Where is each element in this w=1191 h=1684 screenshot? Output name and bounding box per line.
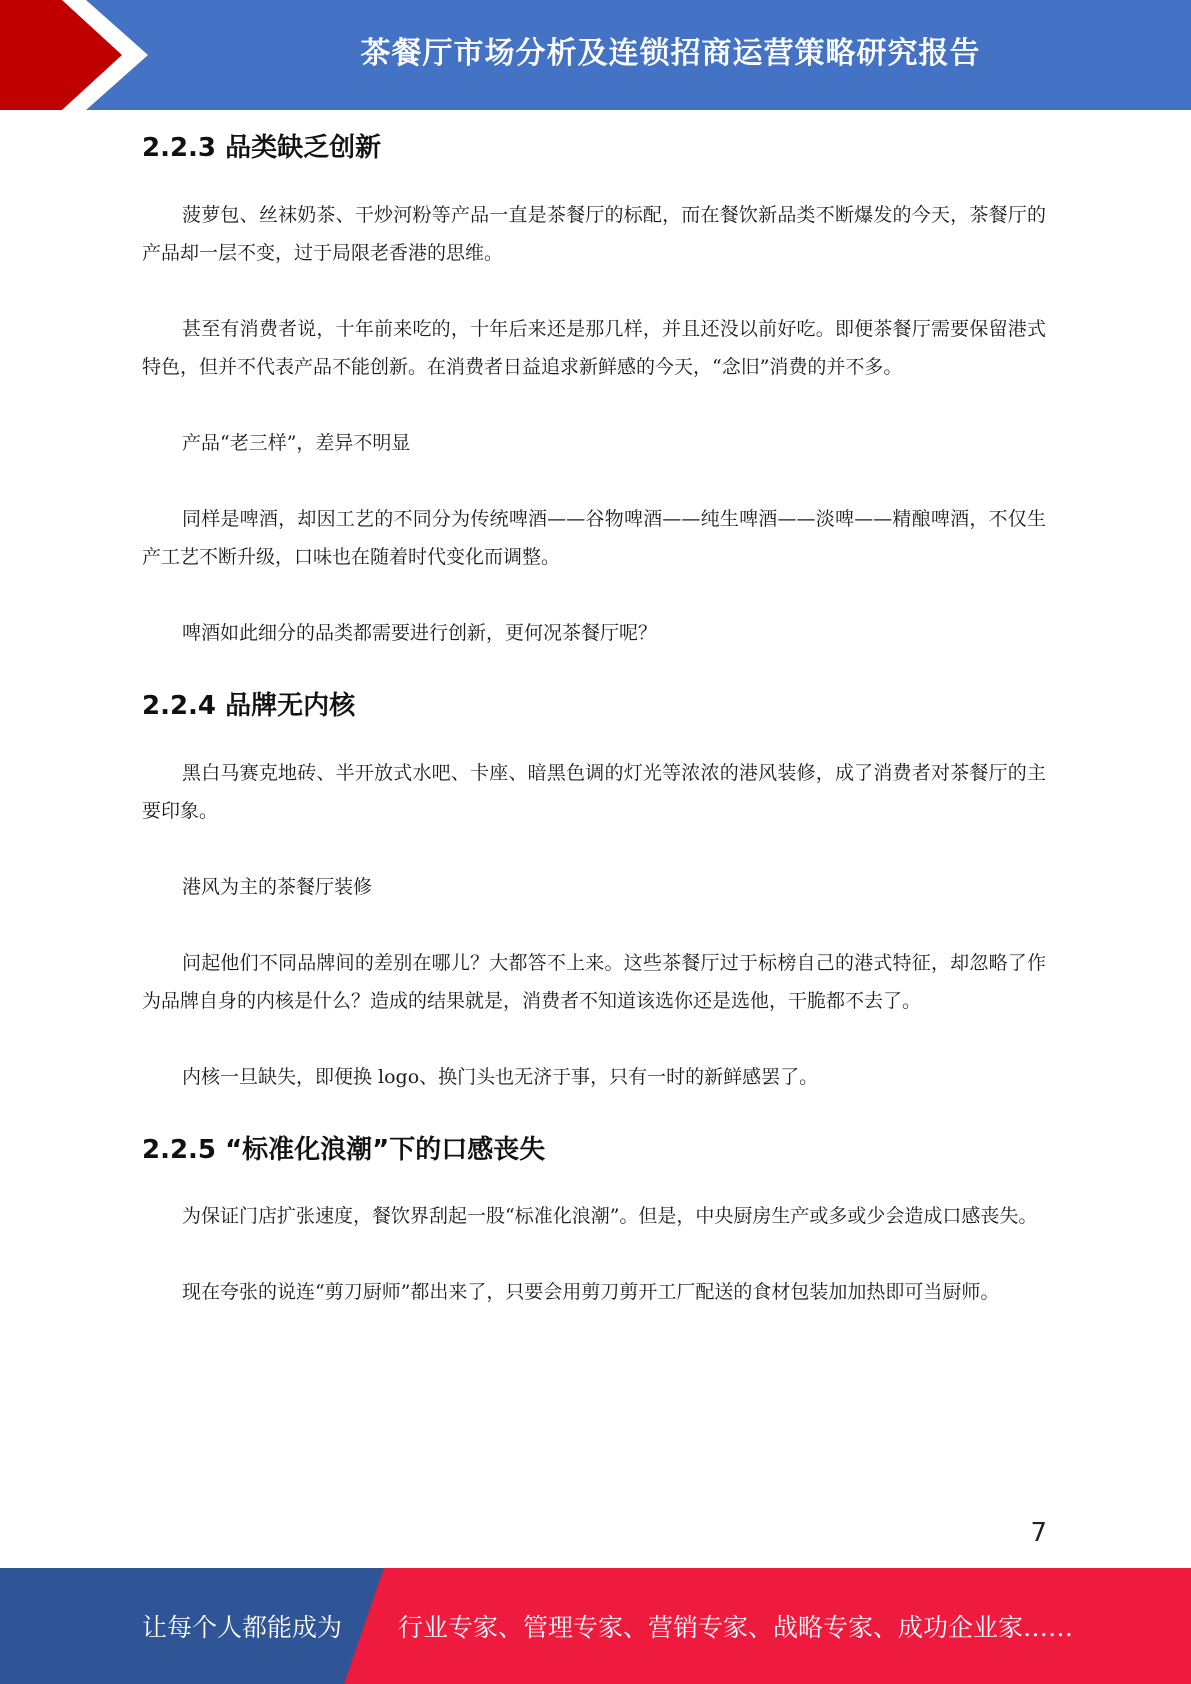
section-2-2-5 [142,1134,1046,1312]
page-footer [0,1568,1191,1684]
paragraph: 黑白马赛克地砖、半开放式水吧、卡座、暗黑色调的灯光等浓浓的港风装修，成了消费者对茶餐厅的主要印象。 [142,761,1046,822]
paragraph: 内核一旦缺失，即便换 logo、换门头也无济于事，只有一时的新鲜感罢了。 [182,1065,819,1088]
section-heading: 2.2.5 “标准化浪潮”下的口感丧失 [142,1134,546,1165]
footer-slogan-left: 让每个人都能成为 [142,1613,343,1642]
report-title: 茶餐厅市场分析及连锁招商运营策略研究报告 [360,36,981,71]
paragraph: 啤酒如此细分的品类都需要进行创新，更何况茶餐厅呢？ [182,621,658,644]
paragraph: 港风为主的茶餐厅装修 [182,875,373,898]
paragraph: 产品“老三样”，差异不明显 [182,431,411,454]
section-2-2-3 [142,132,1046,652]
paragraph: 为保证门店扩张速度，餐饮界刮起一股“标准化浪潮”。但是，中央厨房生产或多或少会造成口感丧失。 [182,1205,1038,1228]
paragraph: 现在夸张的说连“剪刀厨师”都出来了，只要会用剪刀剪开工厂配送的食材包装加加热即可当厨师。 [182,1281,1000,1304]
paragraph: 菠萝包、丝袜奶茶、干炒河粉等产品一直是茶餐厅的标配，而在餐饮新品类不断爆发的今天，茶餐厅的产品却一层不变，过于局限老香港的思维。 [142,203,1046,264]
footer-slogan-right: 行业专家、管理专家、营销专家、战略专家、成功企业家…… [398,1613,1074,1642]
document-body [142,122,1046,1349]
section-2-2-4 [142,690,1046,1096]
section-heading: 2.2.3 品类缺乏创新 [142,133,382,163]
paragraph: 甚至有消费者说，十年前来吃的，十年后来还是那几样，并且还没以前好吃。即便茶餐厅需要保留港式特色，但并不代表产品不能创新。在消费者日益追求新鲜感的今天，“念旧”消费的并不多。 [142,317,1046,378]
page-number: 7 [1030,1518,1047,1548]
page-header [0,0,1191,110]
section-heading: 2.2.4 品牌无内核 [142,690,356,721]
paragraph: 同样是啤酒，却因工艺的不同分为传统啤酒——谷物啤酒——纯生啤酒——淡啤——精酿啤酒，不仅生产工艺不断升级，口味也在随着时代变化而调整。 [142,507,1046,568]
paragraph: 问起他们不同品牌间的差别在哪儿？大都答不上来。这些茶餐厅过于标榜自己的港式特征，却忽略了作为品牌自身的内核是什么？造成的结果就是，消费者不知道该选你还是选他，干脆都不去了。 [142,951,1046,1012]
